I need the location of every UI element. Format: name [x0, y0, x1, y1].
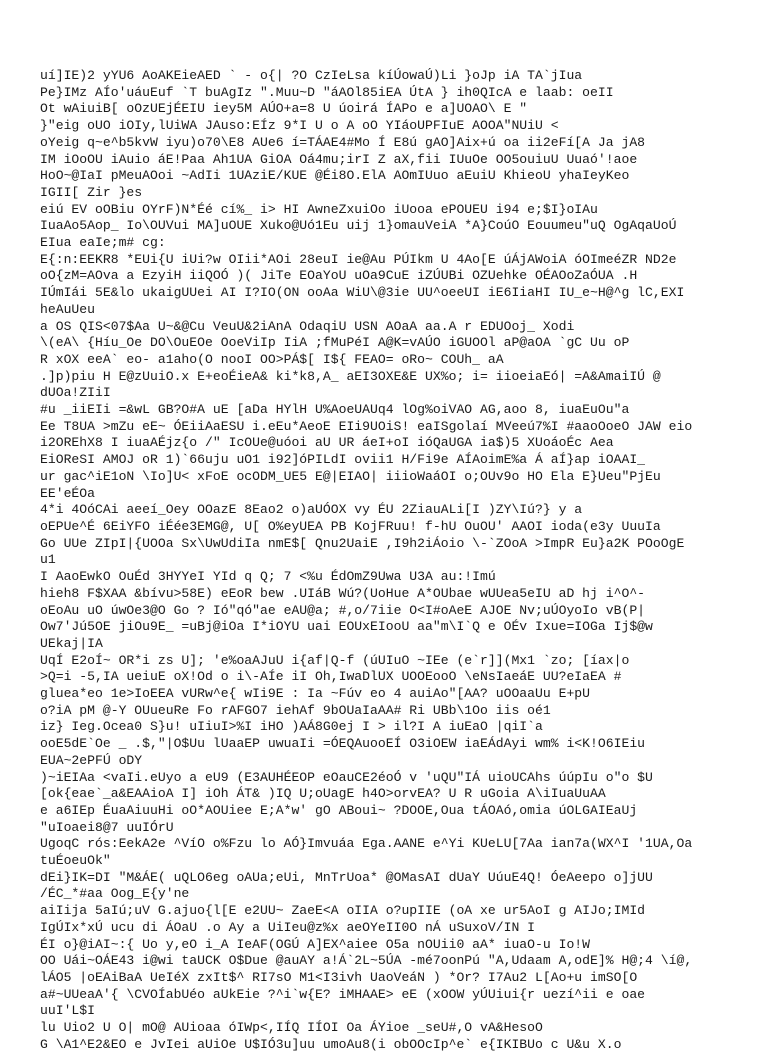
text-line: UEkaj|IA — [40, 635, 103, 651]
text-line: .]p)piu H E@zUuiO.x E+eoÉieA& ki*k8,A_ aEI3OXE&E UX%o; i= iioeiaEó| =A&AmaiIÚ @ — [40, 368, 661, 384]
text-line: IGII[ Zir }es — [40, 184, 143, 200]
text-line: EUA~2ePFÚ oDY — [40, 752, 143, 768]
text-line: dUOa!ZIiI — [40, 385, 111, 401]
text-line: dEi}IK=DI "M&ÁE( uQLO6eg oAUa;eUi, MnTrUoa* @OMasAI dUaY UúuE4Q! ÓeAeepo o]jUU — [40, 869, 653, 885]
text-line: aiIija 5aIú;uV G.ajuo{l[E e2UU~ ZaeE<A oIIA o?upIIE (oA xe ur5AoI g AIJo;IMId — [40, 903, 646, 919]
text-line: R xOX eeA` eo- a1aho(O nooI OO>PÁ$[ I${ FEAO= oRo~ COUh_ aA — [40, 351, 504, 367]
text-line: #u _iiEIi =&wL GB?O#A uE [aDa HYlH U%AoeUAUq4 lOg%oiVAO AG,aoo 8, iuaEuOu"a — [40, 402, 630, 418]
text-line: hieh8 F$XAA &bívu>58E) eEoR bew .UIáB Wú?(UoHue A*OUbae wUUea5eIU aD hj i^O^- — [40, 585, 646, 601]
text-line: a OS QIS<07$Aa U~&@Cu VeuU&2iAnA OdaqiU USN AOaA aa.A r EDUOoj_ Xodi — [40, 318, 575, 334]
text-line: ur gac^iE1oN \Io]U< xFoE ocODM_UE5 E@|EIAO| iiioWaáOI o;OUv9o HO Ela E}Ueu"PjEu — [40, 468, 661, 484]
text-line: eiú EV oOBiu OYrF)N*Éé cí%_ i> HI AwneZxuiOo iUooa ePOUEU i94 e;$I}oIAu — [40, 201, 598, 217]
text-line: oO{zM=AOva a EzyiH iiQOÓ )( JiTe EOaYoU uOa9CuE iZÚUBi OZUehke OÉAOoZaÓUA .H — [40, 268, 638, 284]
text-line: EiOReSI AMOJ oR 1)`66uju uO1 i92]óPILdI ovii1 H/Fi9e AÍAoimE%a Á aÍ}ap iOAAI_ — [40, 452, 646, 468]
text-line: )~iEIAa <vaIi.eUyo a eU9 (E3AUHÉEOP eOauCE2éoÓ v 'uQU"IÁ uioUCAhs úúpIu o"o $U — [40, 769, 653, 785]
text-line: gluea*eo 1e>IoEEA vURw^e{ wIi9E : Ia ~Fúv eo 4 auiAo"[AA? uOOaaUu E+pU — [40, 686, 591, 702]
text-line: a#~UUeaA'{ \CVOÍabUéo aUkEie ?^i`w{E? iMHAAE> eE (xOOW yÚUiui{r uezí^ii e oae — [40, 986, 646, 1002]
text-line: EIua eaIe;m# cg: — [40, 235, 166, 251]
text-line: E{:n:EEKR8 *EUi{U iUi?w OIii*AOi 28euI ie@Au PÚIkm U 4Ao[E úÁjAWoiA óOImeéZR ND2e — [40, 251, 677, 267]
text-line: Ot wAiuiB[ oOzUEjÉEIU iey5M AÚO+a=8 U úoirá ÍAPo e a]UOAO\ E " — [40, 101, 528, 117]
text-line: oYeig q~e^b5kvW iyu)o70\E8 AUe6 í=TÁAE4#Mo Í E8ú gAO]Aix+ú oa ii2eFí[A Ja jA8 — [40, 134, 646, 150]
text-line: tuÉoeuOk" — [40, 853, 111, 869]
text-line: Go UUe ZIpI|{UOOa Sx\UwUdiIa nmE$[ Qnu2UaiE ,I9h2iÁoio \-`ZOoA >ImpR Eu}a2K POoOgE — [40, 535, 685, 551]
text-line: o?iA pM @-Y OUueuRe Fo rAFGO7 iehAf 9bOUaIaAA# Ri UBb\1Oo iis oé1 — [40, 702, 551, 718]
text-line: UqÍ E2oÍ~ OR*i zs U]; 'e%oaAJuU i{af|Q-f (úUIuO ~IEe (e`r]](Mx1 `zo; [íax|o — [40, 652, 630, 668]
text-line: i2OREhX8 I iuaAÉjz{o /" IcOUe@uóoi aU UR áeI+oI ióQaUGA ia$)5 XUoáoÉc Aea — [40, 435, 614, 451]
text-line: \(eA\ {Híu_Oe DO\OuEOe OoeViIp IiA ;fMuPéI A@K=vAÚO iGUOOl aP@aOA `gC Uu oP — [40, 335, 630, 351]
text-line: iz} Ieg.Ocea0 S}u! uIiuI>%I iHO )AÁ8G0ej I > il?I A iuEaO |qiI`a — [40, 719, 543, 735]
text-line: Pe}IMz AÍo'uáuEuf `T buAgIz ".Muu~D "áAOl85iEA ÚtA } ih0QIcA e laab: oeII — [40, 84, 614, 100]
body-text — [40, 68, 728, 1053]
text-line: Ee T8UA >mZu eE~ ÓEiiAaESU i.eEu*AeoE EIi9UOiS! eaISgolaí MVeeú7%I #aaoOoeO JAW eio — [40, 418, 693, 434]
text-line: UgoqC rós:EekA2e ^VíO o%Fzu lo AÓ}Imvuáa Ega.AANE e^Yi KUeLU[7Aa ian7a(WX^I '1UA,Oa — [40, 836, 693, 852]
text-line: /ÉC_*#aa Oog_E{y'ne — [40, 886, 190, 902]
text-line: uí]IE)2 yYU6 AoAKEieAED ` - o{| ?O CzIeLsa kíÚowaÚ)Li }oJp iA TA`jIua — [40, 68, 583, 83]
text-line: >Q=i -5,IA ueiuE oX!Od o i\-AÍe iI Oh,IwaDlUX UOOEooO \eNsIaeáE UU?eIaEA # — [40, 669, 622, 685]
text-line: ooE5dE`Oe _ .$,"|O$Uu lUaaEP uwuaIi =ÓEQAuooEÍ O3iOEW iaEÁdAyi wm% i<K!O6IEiu — [40, 736, 646, 752]
text-line: EE'eÉOa — [40, 485, 96, 501]
text-line: IuaAo5Aop_ Io\OUVui MA]uOUE Xuko@Uó1Eu uij 1}omauVeiA *A}CoúO Eouumeu"uQ OgAqaUoÚ — [40, 218, 677, 234]
text-line: oEPUe^É 6EiYFO iÉée3EMG@, U[ O%eyUEA PB KojFRuu! f-hU OuOU' AAOI ioda(e3y UuuIa — [40, 518, 661, 534]
text-line: IÚmIái 5E&lo ukaigUUei AI I?IO(ON ooAa WiU\@3ie UU^oeeUI iE6IiaHI IU_e~H@^g lC,EXI — [40, 285, 685, 301]
text-line: HoO~@IaI pMeuAOoi ~AdIi 1UAziE/KUE @Éi8O.ElA AOmIUuo aEuiU KhieoU yhaIeyKeo — [40, 168, 630, 184]
text-line: I AaoEwkO OuÉd 3HYYeI YId q Q; 7 <%u ÉdOmZ9Uwa U3A au:!Imú — [40, 569, 496, 585]
text-line: e a6IEp ÉuaAiuuHi oO*AOUiee E;A*w' gO ABoui~ ?DOOE,Oua tÁOAó,omia úOLGAIEaUj — [40, 802, 638, 818]
text-line: lu Uio2 U O| mO@ AUioaa óIWp<,IÍQ IÍOI Oa ÁYioe _seU#,O vA&HesoO — [40, 1020, 543, 1036]
text-line: uuI'L$I — [40, 1003, 96, 1019]
text-line: IgÚIx*xÚ ucu di ÁOaU .o Ay a UiIeu@z%x aeOYeII0O nÁ uSuxoV/IN I — [40, 919, 536, 935]
text-line: u1 — [40, 552, 56, 568]
text-line: }"eig oUO iOIy,lUiWA JAuso:EÍz 9*I U o A oO YIáoUPFIuE AOOA"NUiU < — [40, 118, 559, 134]
text-line: "uIoaei8@7 uuIÓrU — [40, 819, 174, 835]
text-line: lÁO5 |oEAiBaA UeIéX zxIt$^ RI7sO M1<I3ivh UaoVeáN ) *Or? I7Au2 L[Ao+u imSO[O — [40, 969, 638, 985]
text-line: G \A1^E2&EO e JvIei aUiOe U$IÓ3u]uu umoAu8(i obOOcIp^e` e{IKIBUo c U&u X.o — [40, 1036, 622, 1052]
text-line: OO Uái~OÁE43 i@wi taUCK O$Due @auAY a!Á`2L~5ÚA -mé7oonPú "A,Udaam A,odE]% H@;4 \í@, — [40, 953, 693, 969]
text-line: IM iOoOU iAuio áE!Paa Ah1UA GiOA Oá4mu;irI Z aX,fii IUuOe OO5ouiuU Uuaó'!aoe — [40, 151, 638, 167]
text-line: Ow7'Jú5OE jiOu9E_ =uBj@iOa I*iOYU uai EOUxEIooU aa"m\I`Q e OÉv Ixue=IOGa Ij$@w — [40, 619, 653, 635]
text-line: oEoAu uO úwOe3@O Go ? Ió"qó"ae eAU@a; #,o/7iie O<I#oAeE AJOE Nv;uÚOyoIo vB(P| — [40, 602, 646, 618]
text-line: heAuUeu — [40, 301, 96, 317]
text-line: [ok{eae`_a&EAAioA I] iOh ÁT& )IQ U;oUagE h4O>orvEA? U R uGoia A\iIuaUuAA — [40, 786, 606, 802]
text-line: ÉI o}@iAI~:{ Uo y,eO i_A IeAF(OGÚ A]EX^aiee O5a nOUii0 aA* iuaO-u Io!W — [40, 936, 591, 952]
text-line: 4*i 4OóCAi aeeí_Oey OOazE 8Eao2 o)aUÓOX vy ÉU 2ZiauALi[I )ZY\Iú?} y a — [40, 502, 583, 518]
